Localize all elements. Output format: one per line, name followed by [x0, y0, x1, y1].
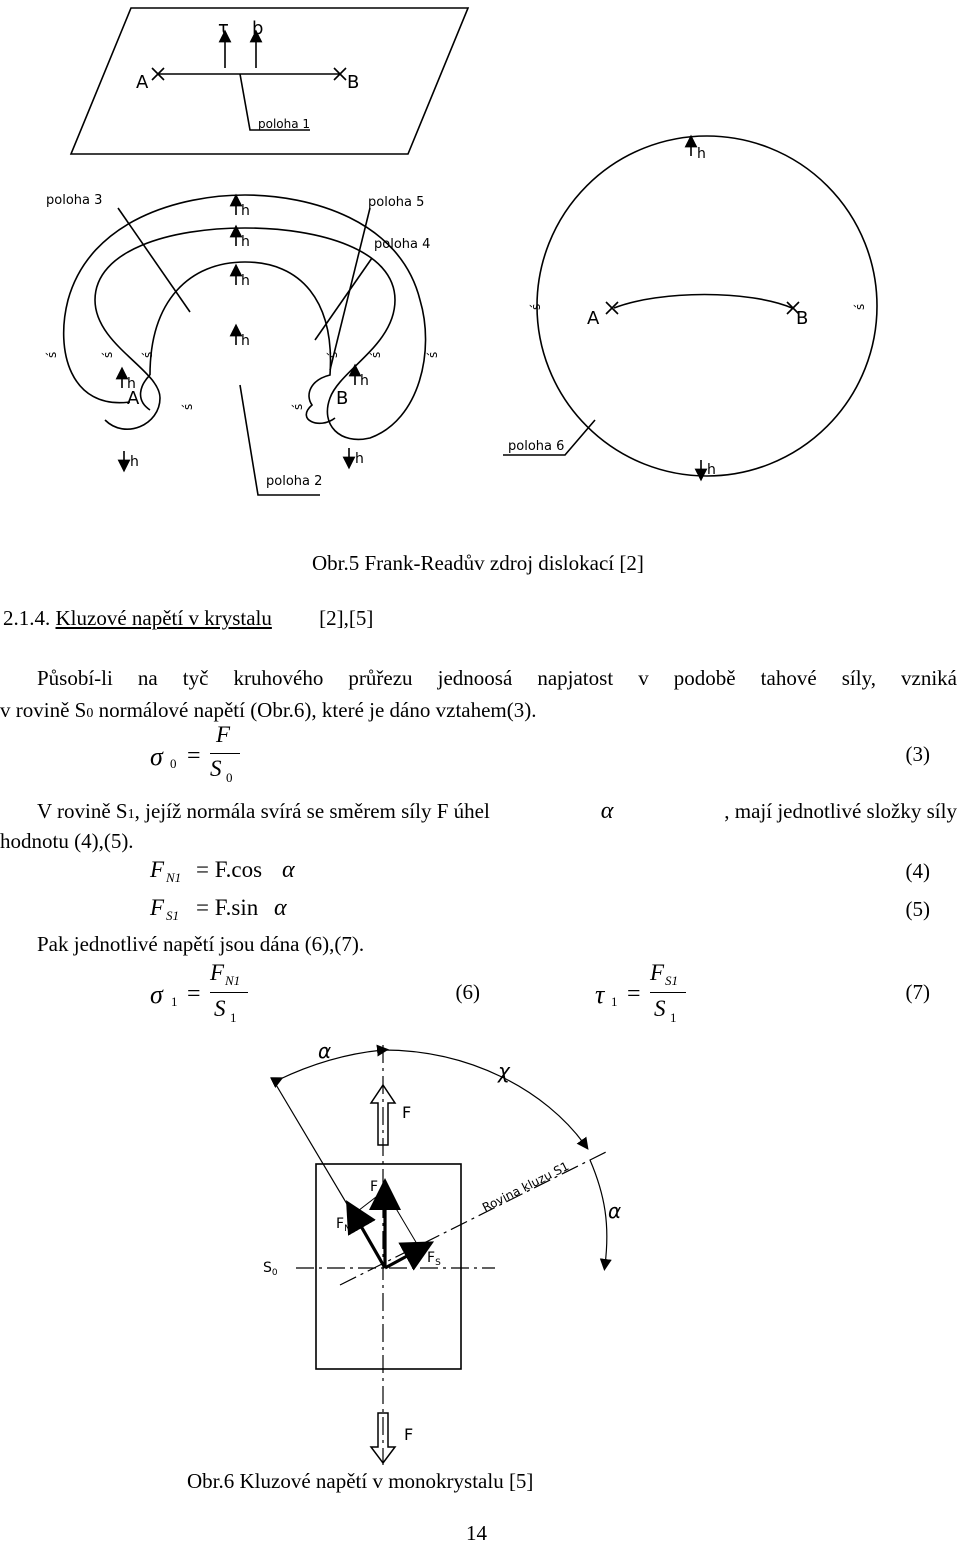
svg-text:h: h [130, 454, 139, 470]
svg-text:ś: ś [529, 303, 543, 310]
label-B-top: B [347, 72, 360, 93]
svg-text:ś: ś [326, 351, 340, 358]
label-F-top: F [402, 1103, 412, 1122]
force-component-FN [354, 1214, 385, 1268]
svg-text:h: h [355, 451, 364, 467]
dislocation-loop-outer [64, 195, 426, 439]
label-B-circle: B [796, 308, 809, 329]
label-poloha-2: poloha 2 [266, 474, 323, 489]
equation-4-number: (4) [905, 859, 930, 883]
label-S0: $S_0$ [263, 1260, 278, 1278]
svg-text:ś: ś [45, 351, 59, 358]
figure-5-frank-read-source [0, 0, 960, 500]
label-poloha-5: poloha 5 [368, 195, 425, 210]
label-poloha-1: poloha 1 [258, 117, 311, 131]
equation-5-number: (5) [905, 897, 930, 921]
paragraph-3: Pak jednotlivé napětí jsou dána (6),(7). [37, 932, 365, 956]
svg-text:h: h [241, 333, 250, 349]
svg-text:ś: ś [853, 303, 867, 310]
svg-text:h: h [707, 462, 716, 478]
page-number: 14 [466, 1521, 487, 1545]
label-b: b [252, 18, 264, 39]
force-component-FS [385, 1249, 420, 1268]
equation-7: τ 1 = F S1 S 1 (7) [595, 960, 930, 1025]
svg-text:ś: ś [181, 403, 195, 410]
label-FS: $F_S$ [427, 1250, 441, 1268]
equation-7-number: (7) [905, 980, 930, 1004]
paragraph-1-line-1: Působí-li na tyč kruhového průřezu jednoosá napjatost v podobě tahové síly, vzniká [37, 666, 957, 690]
figure-6-slip-stress-diagram [0, 1035, 960, 1465]
label-FN: $F_N$ [336, 1216, 351, 1234]
label-A-circle: A [587, 308, 600, 329]
angle-arc-alpha-right [590, 1160, 607, 1265]
svg-text:h: h [241, 203, 250, 219]
svg-text:ś: ś [141, 351, 155, 358]
label-alpha-top: α [318, 1039, 332, 1063]
section-title: Kluzové napětí v krystalu [55, 606, 272, 630]
svg-text:ś: ś [101, 351, 115, 358]
label-chi: χ [498, 1059, 510, 1083]
section-heading [3, 605, 373, 631]
equation-3: σ 0 = F S 0 (3) [150, 722, 930, 785]
svg-text:ś: ś [369, 351, 383, 358]
label-tau: τ [218, 18, 229, 39]
section-number: 2.1.4. [3, 606, 51, 630]
label-B-loop: B [336, 388, 349, 409]
label-F-bottom: F [404, 1425, 414, 1444]
label-slip-plane: Rovina kluzu S1 [480, 1158, 572, 1215]
svg-text:h: h [241, 234, 250, 250]
paragraph-1-line-2: v rovině S0 normálové napětí (Obr.6), které je dáno vztahem(3). [0, 698, 537, 722]
equation-6: σ 1 = F N1 S 1 (6) [150, 960, 480, 1025]
svg-text:h: h [360, 373, 369, 389]
svg-text:h: h [127, 376, 136, 392]
equation-5: F S1 = F.sin α (5) [150, 895, 930, 923]
label-poloha-3: poloha 3 [46, 193, 103, 208]
equation-3-number: (3) [905, 742, 930, 766]
equation-6-number: (6) [455, 980, 480, 1004]
dislocation-circle-poloha-6 [537, 136, 877, 476]
svg-text:h: h [697, 146, 706, 162]
label-poloha-6: poloha 6 [508, 439, 565, 454]
label-alpha-right: α [608, 1199, 622, 1223]
label-poloha-4: poloha 4 [374, 237, 431, 252]
figure-5-caption: Obr.5 Frank-Readův zdroj dislokací [2] [312, 551, 644, 575]
figure-6-caption: Obr.6 Kluzové napětí v monokrystalu [5] [187, 1469, 534, 1493]
equation-4: F N1 = F.cos α (4) [150, 857, 930, 885]
label-F-resultant: F [370, 1179, 379, 1195]
label-A-loop: A [127, 388, 140, 409]
svg-text:ś: ś [291, 403, 305, 410]
svg-text:ś: ś [426, 351, 440, 358]
slip-plane-parallelogram [71, 8, 468, 154]
label-A-top: A [136, 72, 149, 93]
paragraph-2-line-2: hodnotu (4),(5). [0, 829, 134, 853]
angle-arc-chi [383, 1050, 585, 1145]
section-refs: [2],[5] [319, 606, 374, 630]
svg-text:h: h [241, 273, 250, 289]
paragraph-2-line-1: V rovině S1, jejíž normála svírá se směrem síly F úhel α , mají jednotlivé složky síly [37, 798, 957, 824]
